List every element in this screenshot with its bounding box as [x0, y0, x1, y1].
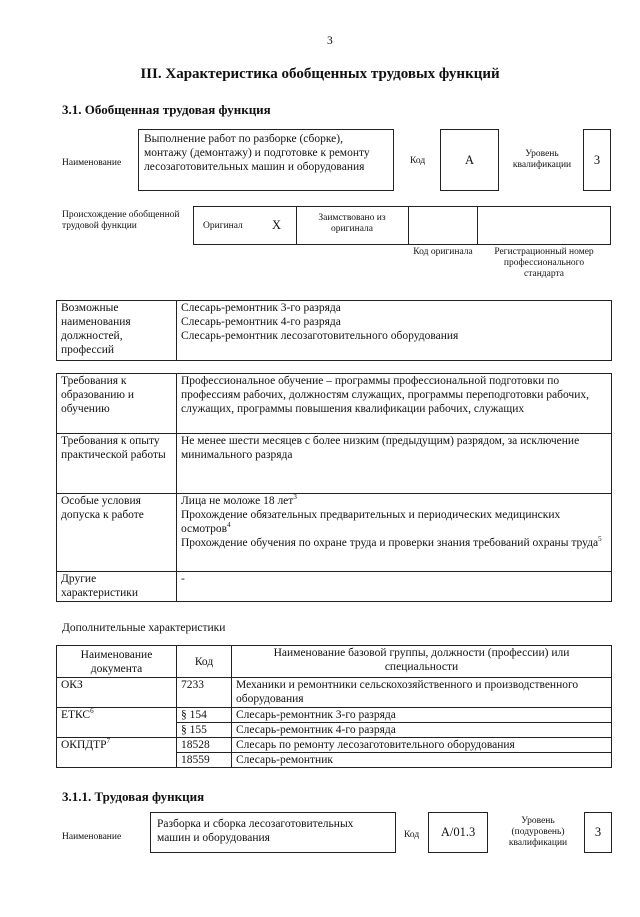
fn-code-value-box [428, 812, 488, 853]
level-value-box [583, 129, 611, 191]
original-label: Оригинал [203, 221, 243, 231]
code-value: А [464, 152, 475, 167]
origin-label: Происхождение обобщенной трудовой функции [62, 210, 180, 231]
req-special-line: Лица не моложе 18 лет$^3$ [181, 493, 297, 507]
borrowed-label: Заимствовано из оригинала [318, 213, 386, 234]
requirements-table [56, 373, 612, 602]
position-item: Слесарь-ремонтник 3-го разряда [181, 302, 341, 314]
code-cell: § 154 [177, 708, 232, 723]
name-cell: Слесарь-ремонтник 4-го разряда [232, 723, 612, 738]
position-item: Слесарь-ремонтник лесозаготовительного оборудования [181, 330, 459, 342]
fn-level-label: Уровень (подуровень) квалификации [508, 816, 568, 848]
footnote-ref: 4 [227, 521, 231, 530]
origin-divider-3 [477, 206, 478, 245]
table-row [57, 708, 612, 723]
req-education-label: Требования к образованию и обучению [57, 374, 177, 434]
fn-name-label: Наименование [62, 832, 122, 842]
req-other-label: Другие характеристики [57, 572, 177, 602]
additional-title: Дополнительные характеристики [62, 622, 226, 634]
req-experience-value: Не менее шести месяцев с более низким (предыдущим) разрядом, за исключение минимального разряда [177, 434, 612, 494]
req-experience-label: Требования к опыту практической работы [57, 434, 177, 494]
name-cell: Слесарь-ремонтник [232, 753, 612, 768]
footnote-ref: 6 [90, 707, 94, 716]
page-number: 3 [327, 35, 333, 47]
code-original-caption: Код оригинала [413, 247, 473, 257]
origin-divider-1 [296, 206, 297, 245]
fn-name-value-box [150, 812, 396, 853]
name-value-box [138, 129, 394, 191]
name-label: Наименование [62, 158, 122, 168]
header-doc: Наименование документа [57, 646, 177, 678]
fn-code-value: A/01.3 [440, 825, 476, 839]
fn-level-value: 3 [594, 825, 602, 839]
code-value-box [440, 129, 499, 191]
req-other-value: - [177, 572, 612, 602]
doc-cell: ОКПДТР$^7$ [57, 738, 177, 768]
name-value: Выполнение работ по разборке (сборке), монтажу (демонтажу) и подготовке к ремонту лесозаготовительных машин и оборудования [144, 133, 370, 173]
subsection-title: 3.1. Обобщенная трудовая функция [62, 102, 271, 117]
fn-level-value-box [584, 812, 612, 853]
level-value: 3 [593, 152, 601, 167]
positions-label: Возможные наименования должностей, профессий [57, 301, 177, 361]
req-special-label: Особые условия допуска к работе [57, 494, 177, 572]
table-row [57, 738, 612, 753]
positions-table [56, 300, 612, 361]
reg-number-caption: Регистрационный номер профессионального стандарта [494, 247, 594, 279]
additional-table [56, 645, 612, 768]
section-title: III. Характеристика обобщенных трудовых функций [140, 66, 500, 82]
fn-name-value: Разборка и сборка лесозаготовительных машин и оборудования [157, 818, 354, 844]
footnote-ref: 3 [293, 493, 297, 502]
origin-box [193, 206, 611, 245]
doc-cell: ЕТКС$^6$ [57, 708, 177, 738]
footnote-ref: 5 [598, 535, 602, 544]
name-cell: Слесарь-ремонтник 3-го разряда [232, 708, 612, 723]
name-cell: Слесарь по ремонту лесозаготовительного оборудования [232, 738, 612, 753]
name-cell: Механики и ремонтники сельскохозяйственного и производственного оборудования [232, 678, 612, 708]
footnote-ref: 7 [106, 737, 111, 746]
code-cell: 18559 [177, 753, 232, 768]
positions-list [177, 301, 612, 361]
position-item: Слесарь-ремонтник 4-го разряда [181, 316, 341, 328]
fn-code-label: Код [404, 830, 420, 840]
origin-divider-2 [408, 206, 409, 245]
code-cell: 18528 [177, 738, 232, 753]
req-special-line: Прохождение обучения по охране труда и проверки знания требований охраны труда$^5$ [181, 535, 602, 549]
req-special-line: Прохождение обязательных предварительных и периодических медицинских осмотров$^4$ [181, 509, 561, 535]
original-mark: X [272, 218, 282, 232]
req-special-value [177, 494, 612, 572]
header-code: Код [177, 646, 232, 678]
function-title: 3.1.1. Трудовая функция [62, 789, 205, 804]
table-row [57, 678, 612, 708]
doc-cell: ОКЗ [57, 678, 177, 708]
code-cell: 7233 [177, 678, 232, 708]
code-cell: § 155 [177, 723, 232, 738]
level-label: Уровень квалификации [512, 149, 572, 170]
header-name: Наименование базовой группы, должности (профессии) или специальности [232, 646, 612, 678]
code-label: Код [410, 156, 426, 166]
req-education-value: Профессиональное обучение – программы профессиональной подготовки по профессиям рабочих, должностям служащих, программы переподготовки рабочих, служащих, программы повышения квалификации рабочих, служащих [177, 374, 612, 434]
